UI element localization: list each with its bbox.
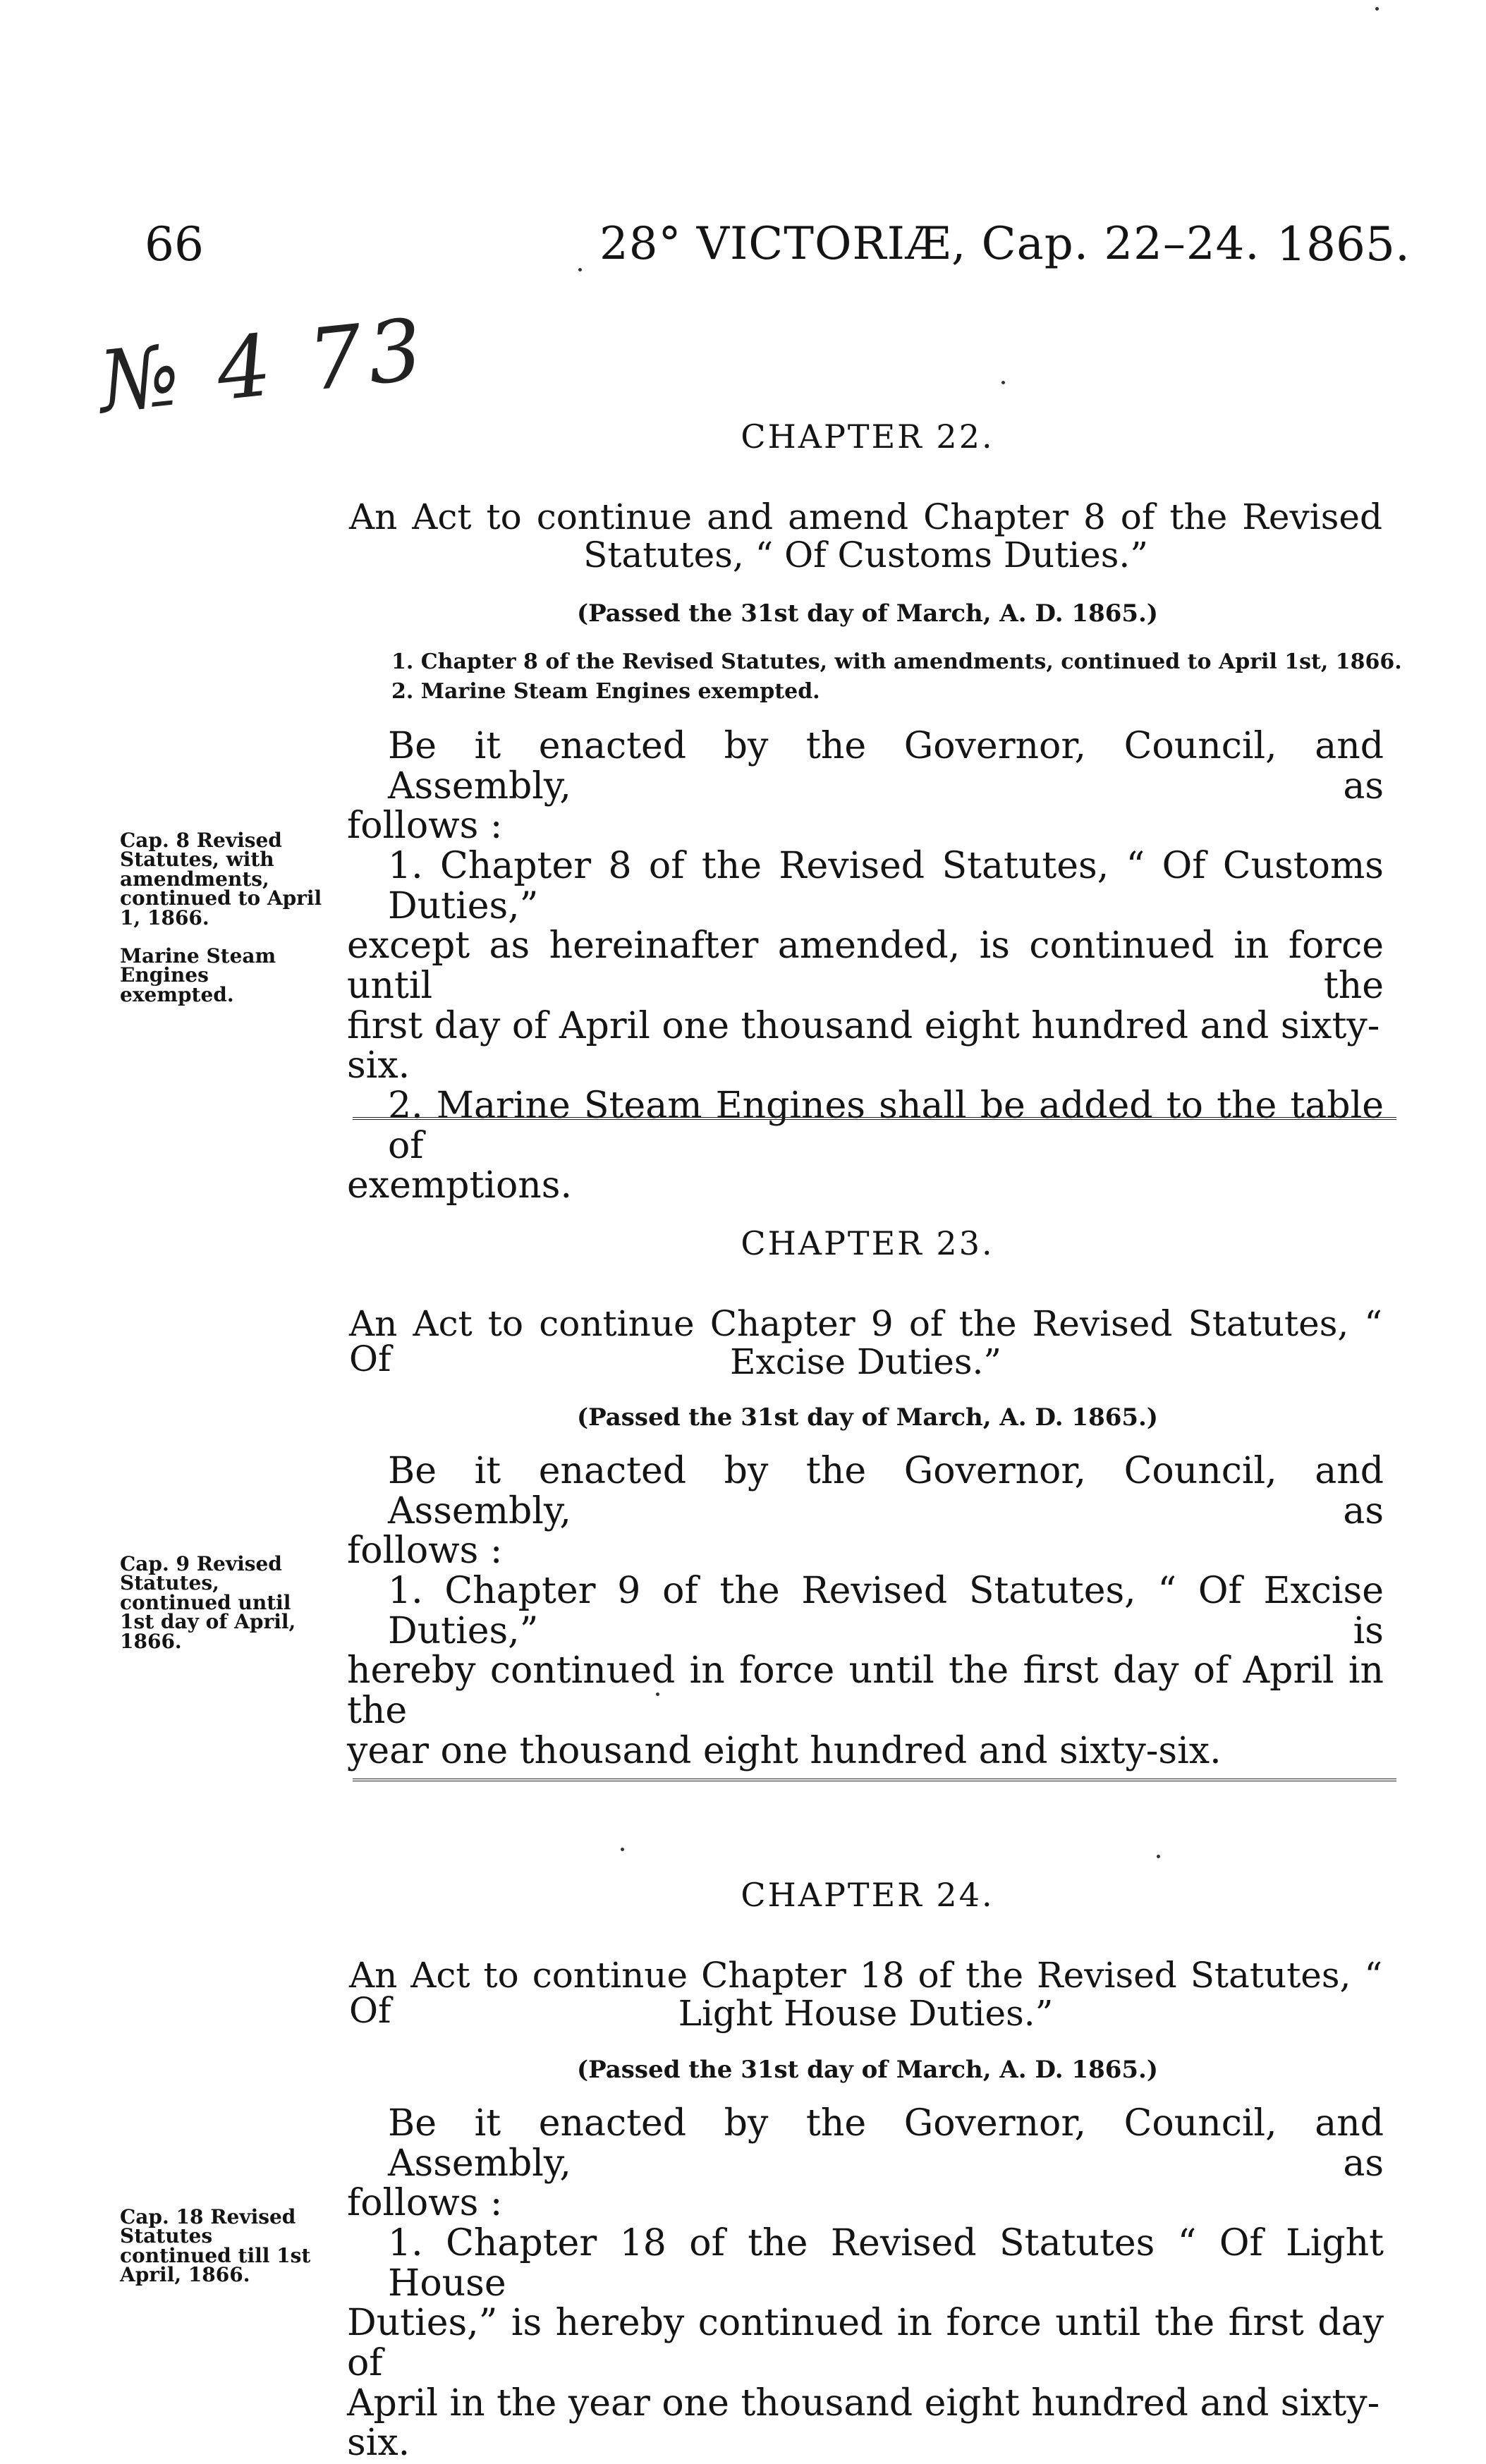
chapter-22-body xyxy=(347,726,1384,1206)
chapter-22-contents-item-2: 2. Marine Steam Engines exempted. xyxy=(391,679,820,704)
chapter-24-enacting-line-2: follows : xyxy=(347,2182,503,2225)
chapter-22-contents-item-1: 1. Chapter 8 of the Revised Statutes, with amendments, continued to April 1st, 1866. xyxy=(391,649,1402,674)
scan-speck xyxy=(578,268,582,272)
chapter-23-section-1-line-3: year one thousand eight hundred and sixty-six. xyxy=(347,1729,1222,1772)
chapter-23-title-line-1: An Act to continue Chapter 9 of the Revised Statutes, “ Of xyxy=(349,1303,1382,1379)
chapter-24-enacting-line-1: Be it enacted by the Governor, Council, and Assembly, as xyxy=(388,2102,1384,2185)
section-divider-1 xyxy=(353,1117,1396,1120)
chapter-22-title-line-2: Statutes, “ Of Customs Duties.” xyxy=(583,535,1148,575)
chapter-24-title-line-2: Light House Duties.” xyxy=(678,1993,1054,2034)
chapter-22-heading: CHAPTER 22. xyxy=(741,417,994,456)
chapter-22-section-1-line-2: except as hereinafter amended, is continued in force until the xyxy=(347,925,1384,1008)
handwritten-annotation: № 4 73 xyxy=(95,300,432,433)
chapter-24-passed-date: (Passed the 31st day of March, A. D. 1865.) xyxy=(577,2056,1158,2084)
chapter-22-section-1-line-1: 1. Chapter 8 of the Revised Statutes, “ Of Customs Duties,” xyxy=(388,845,1384,927)
chapter-23-heading: CHAPTER 23. xyxy=(741,1224,994,1262)
chapter-24-title-line-1: An Act to continue Chapter 18 of the Revised Statutes, “ Of xyxy=(349,1955,1382,2031)
chapter-24-section-1-line-3: April in the year one thousand eight hundred and sixty-six. xyxy=(347,2381,1380,2464)
chapter-22-enacting-line-2: follows : xyxy=(347,805,503,848)
chapter-22-margin-note-1: Cap. 8 Revised Statutes, with amendments, continued to April 1, 1866. xyxy=(120,829,322,929)
chapter-24-section-1-line-2: Duties,” is hereby continued in force until the first day of xyxy=(347,2302,1384,2385)
section-divider-2 xyxy=(353,1779,1396,1781)
chapter-24-heading: CHAPTER 24. xyxy=(741,1876,994,1914)
chapter-22-title-line-1: An Act to continue and amend Chapter 8 of the Revised xyxy=(349,496,1382,537)
chapter-23-enacting-line-1: Be it enacted by the Governor, Council, and Assembly, as xyxy=(388,1450,1384,1532)
scan-speck xyxy=(1001,381,1005,384)
chapter-24-margin-note-1: Cap. 18 Revised Statutes continued till 1st April, 1866. xyxy=(120,2205,311,2287)
chapter-22-contents xyxy=(391,647,1402,707)
chapter-22-passed-date: (Passed the 31st day of March, A. D. 1865.) xyxy=(577,599,1158,628)
chapter-24-section-1-line-1: 1. Chapter 18 of the Revised Statutes “ Of Light House xyxy=(388,2222,1384,2305)
chapter-23-section-1-line-1: 1. Chapter 9 of the Revised Statutes, “ Of Excise Duties,” is xyxy=(388,1570,1384,1652)
chapter-22-enacting-line-1: Be it enacted by the Governor, Council, and Assembly, as xyxy=(388,725,1384,807)
chapter-23-passed-date: (Passed the 31st day of March, A. D. 1865.) xyxy=(577,1403,1158,1432)
chapter-22-section-1-line-3: first day of April one thousand eight hundred and sixty-six. xyxy=(347,1004,1380,1087)
chapter-22-section-2-line-2: exemptions. xyxy=(347,1164,573,1207)
chapter-22-section-2-line-1: 2. Marine Steam Engines shall be added to the table of xyxy=(388,1085,1384,1167)
scan-speck xyxy=(621,1848,624,1851)
running-title: 28° VICTORIÆ, Cap. 22–24. xyxy=(599,218,1260,270)
scan-speck xyxy=(1157,1855,1160,1858)
header-year: 1865. xyxy=(1277,217,1410,272)
page-number: 66 xyxy=(145,217,204,272)
scan-speck xyxy=(656,1693,659,1696)
chapter-23-margin-note-1: Cap. 9 Revised Statutes, continued until 1st day of April, 1866. xyxy=(120,1552,296,1653)
chapter-23-section-1-line-2: hereby continued in force until the first day of April in the xyxy=(347,1649,1384,1733)
scan-speck xyxy=(1375,7,1379,11)
chapter-23-enacting-line-2: follows : xyxy=(347,1530,503,1573)
chapter-24-body xyxy=(347,2104,1384,2463)
chapter-23-title-line-2: Excise Duties.” xyxy=(730,1341,1001,1382)
chapter-23-body xyxy=(347,1451,1384,1771)
chapter-22-margin-note-2: Marine Steam Engines exempted. xyxy=(120,944,276,1006)
